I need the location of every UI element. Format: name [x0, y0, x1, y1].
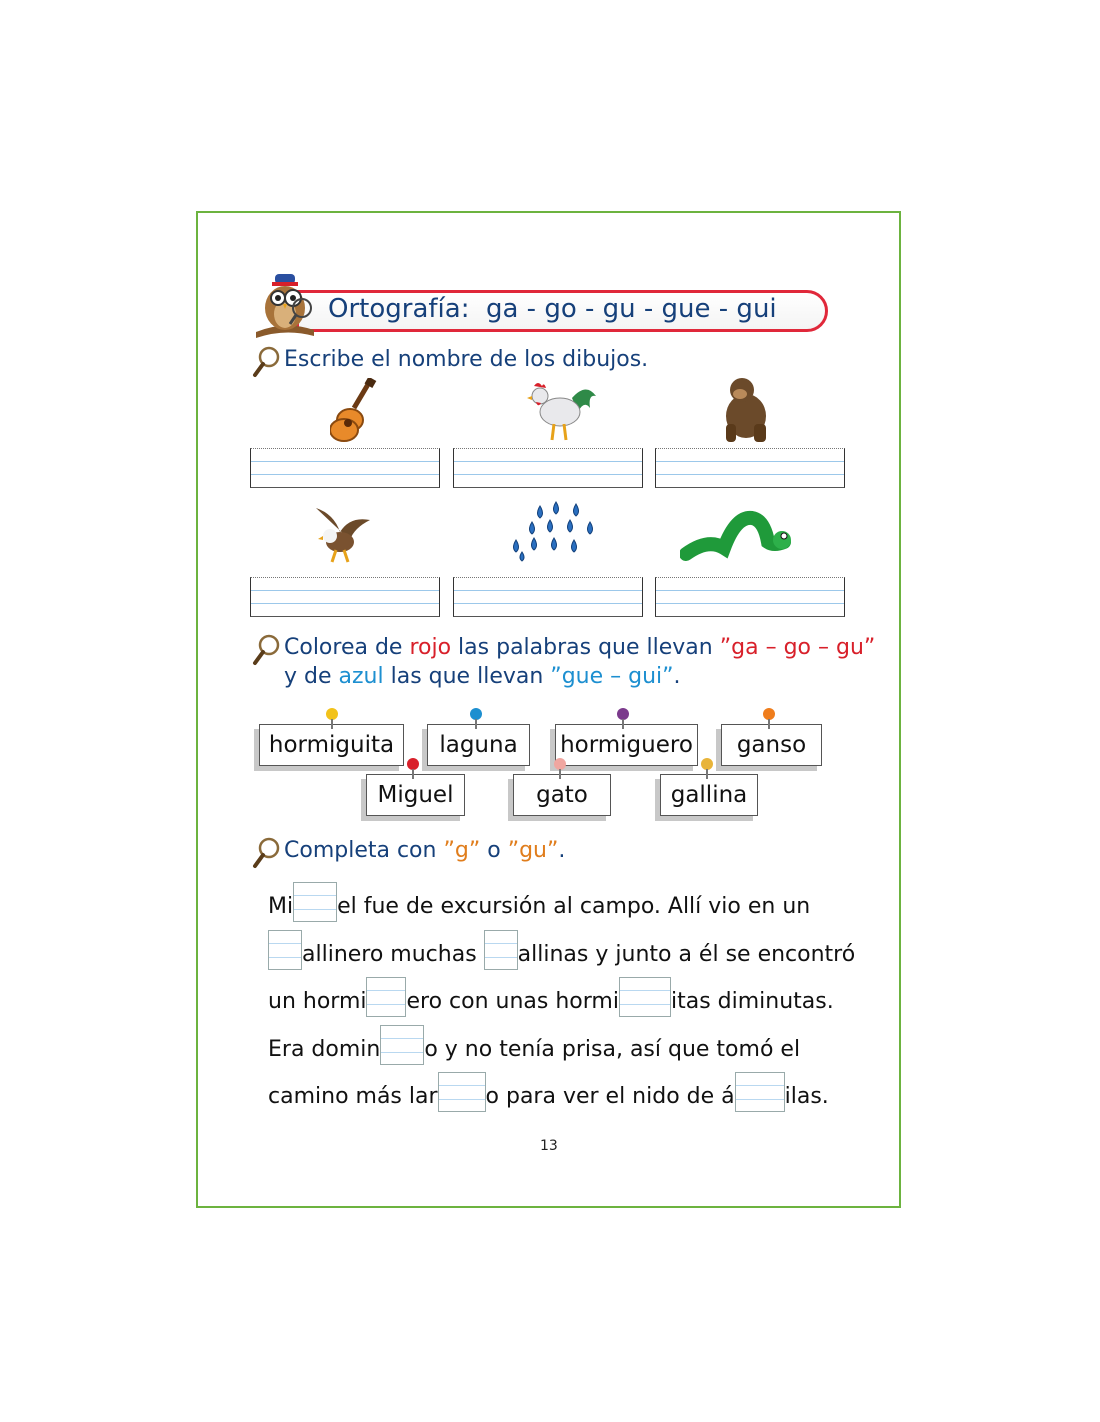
page-title: Ortografía: ga - go - gu - gue - gui — [328, 294, 777, 324]
blank-box[interactable] — [380, 1025, 424, 1065]
writing-line[interactable] — [655, 577, 845, 617]
gorilla-icon — [720, 374, 772, 444]
eagle-icon — [310, 504, 372, 566]
page-number: 13 — [540, 1138, 558, 1154]
pin-icon — [469, 708, 483, 730]
paragraph-line: allinero muchas allinas y junto a él se encontró — [268, 940, 855, 970]
drops-icon — [508, 500, 600, 566]
pin-icon — [325, 708, 339, 730]
pin-icon — [406, 758, 420, 780]
paragraph-line: Mi el fue de excursión al campo. Allí vio en un — [268, 892, 810, 922]
blank-box[interactable] — [619, 977, 671, 1017]
blank-box[interactable] — [366, 977, 406, 1017]
pin-icon — [762, 708, 776, 730]
worm-icon — [680, 508, 794, 566]
magnifier-icon — [252, 634, 280, 666]
paragraph-line: un hormi ero con unas hormi itas diminutas. — [268, 987, 834, 1017]
pin-icon — [700, 758, 714, 780]
writing-line[interactable] — [250, 577, 440, 617]
writing-line[interactable] — [453, 448, 643, 488]
instruction-complete: Completa con ”g” o ”gu”. — [284, 838, 566, 863]
guitar-icon — [330, 378, 380, 442]
blank-box[interactable] — [293, 882, 337, 922]
word-card-hormiguero[interactable]: hormiguero — [555, 724, 698, 766]
word-card-ganso[interactable]: ganso — [721, 724, 822, 766]
instruction-color-line1: Colorea de rojo las palabras que llevan ”ga – go – gu” — [284, 635, 876, 660]
word-card-hormiguita[interactable]: hormiguita — [259, 724, 404, 766]
writing-line[interactable] — [453, 577, 643, 617]
blank-box[interactable] — [484, 930, 518, 970]
pin-icon — [616, 708, 630, 730]
word-card-laguna[interactable]: laguna — [427, 724, 530, 766]
paragraph-line: camino más lar o para ver el nido de á ilas. — [268, 1082, 829, 1112]
rooster-icon — [526, 378, 598, 444]
word-card-gato[interactable]: gato — [513, 774, 611, 816]
writing-line[interactable] — [655, 448, 845, 488]
writing-line[interactable] — [250, 448, 440, 488]
instruction-write-names: Escribe el nombre de los dibujos. — [284, 347, 649, 372]
magnifier-icon — [252, 346, 280, 378]
blank-box[interactable] — [735, 1072, 785, 1112]
paragraph-line: Era domin o y no tenía prisa, así que tomó el — [268, 1035, 800, 1065]
word-card-miguel[interactable]: Miguel — [366, 774, 465, 816]
owl-icon — [252, 268, 318, 338]
blank-box[interactable] — [438, 1072, 486, 1112]
pin-icon — [553, 758, 567, 780]
blank-box[interactable] — [268, 930, 302, 970]
instruction-color-line2: y de azul las que llevan ”gue – gui”. — [284, 664, 681, 689]
word-card-gallina[interactable]: gallina — [660, 774, 758, 816]
magnifier-icon — [252, 837, 280, 869]
